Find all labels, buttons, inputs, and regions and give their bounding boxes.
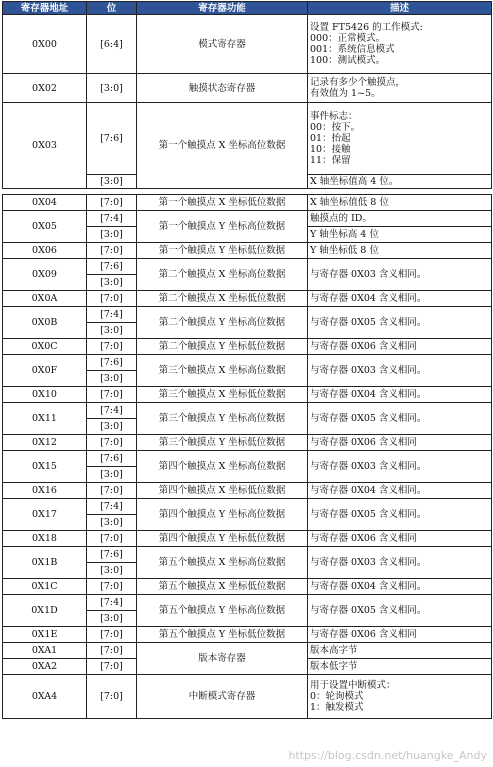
cell-bit: [3:0] (87, 419, 137, 435)
cell-bit: [7:0] (87, 291, 137, 307)
cell-function: 模式寄存器 (137, 15, 308, 74)
cell-bit: [3:0] (87, 175, 137, 189)
header-address: 寄存器地址 (3, 2, 87, 15)
cell-address: 0X04 (3, 195, 87, 211)
cell-address: 0X03 (3, 103, 87, 189)
cell-bit: [3:0] (87, 275, 137, 291)
cell-bit: [7:6] (87, 259, 137, 275)
cell-bit: [7:0] (87, 195, 137, 211)
register-table (2, 1, 492, 719)
cell-bit: [7:6] (87, 355, 137, 371)
table-row (3, 74, 492, 103)
table-header-row (3, 2, 492, 15)
table-row (3, 195, 492, 211)
cell-description: 与寄存器 0X04 含义相同。 (308, 387, 492, 403)
cell-function: 第四个触摸点 X 坐标高位数据 (137, 451, 308, 483)
cell-bit: [3:0] (87, 74, 137, 103)
cell-function: 第三个触摸点 X 坐标低位数据 (137, 387, 308, 403)
header-description: 描述 (308, 2, 492, 15)
cell-description: 与寄存器 0X03 含义相同。 (308, 259, 492, 291)
cell-bit: [7:4] (87, 403, 137, 419)
cell-address: 0X1C (3, 579, 87, 595)
cell-function: 第三个触摸点 X 坐标高位数据 (137, 355, 308, 387)
cell-address: 0X10 (3, 387, 87, 403)
cell-function: 触摸状态寄存器 (137, 74, 308, 103)
table-row (3, 451, 492, 467)
cell-description: Y 轴坐标高 4 位 (308, 227, 492, 243)
cell-bit: [7:0] (87, 339, 137, 355)
table-row (3, 211, 492, 227)
table-row (3, 403, 492, 419)
cell-bit: [7:6] (87, 451, 137, 467)
cell-description: 与寄存器 0X03 含义相同。 (308, 451, 492, 483)
cell-bit: [7:0] (87, 531, 137, 547)
cell-description: 版本低字节 (308, 659, 492, 675)
table-row (3, 643, 492, 659)
table-row (3, 15, 492, 74)
cell-address: 0X0A (3, 291, 87, 307)
table-row (3, 243, 492, 259)
cell-bit: [7:4] (87, 595, 137, 611)
cell-address: 0XA2 (3, 659, 87, 675)
cell-description: 与寄存器 0X03 含义相同。 (308, 355, 492, 387)
cell-address: 0X18 (3, 531, 87, 547)
cell-description: 与寄存器 0X04 含义相同。 (308, 483, 492, 499)
cell-function: 第四个触摸点 X 坐标低位数据 (137, 483, 308, 499)
cell-bit: [3:0] (87, 467, 137, 483)
cell-function: 第一个触摸点 Y 坐标低位数据 (137, 243, 308, 259)
table-row (3, 339, 492, 355)
cell-bit: [6:4] (87, 15, 137, 74)
table-row (3, 675, 492, 719)
cell-address: 0XA4 (3, 675, 87, 719)
cell-description: 用于设置中断模式： 0：轮询模式 1：触发模式 (308, 675, 492, 719)
table-row (3, 355, 492, 371)
cell-address: 0X1E (3, 627, 87, 643)
cell-address: 0X17 (3, 499, 87, 531)
cell-bit: [3:0] (87, 611, 137, 627)
table-row (3, 259, 492, 275)
cell-function: 中断模式寄存器 (137, 675, 308, 719)
table-row (3, 387, 492, 403)
register-table-container (2, 1, 491, 719)
cell-description: 与寄存器 0X06 含义相同 (308, 627, 492, 643)
cell-function: 第二个触摸点 Y 坐标低位数据 (137, 339, 308, 355)
cell-description: 与寄存器 0X05 含义相同。 (308, 307, 492, 339)
cell-bit: [3:0] (87, 515, 137, 531)
table-row (3, 103, 492, 175)
table-row (3, 499, 492, 515)
cell-bit: [7:0] (87, 627, 137, 643)
cell-address: 0X11 (3, 403, 87, 435)
cell-description: 与寄存器 0X05 含义相同。 (308, 499, 492, 531)
cell-bit: [3:0] (87, 563, 137, 579)
cell-function: 第五个触摸点 Y 坐标高位数据 (137, 595, 308, 627)
cell-bit: [7:0] (87, 643, 137, 659)
cell-description: 事件标志： 00：按下。 01：抬起 10：接触 11：保留 (308, 103, 492, 175)
cell-bit: [7:4] (87, 211, 137, 227)
cell-bit: [7:4] (87, 499, 137, 515)
cell-description: 版本高字节 (308, 643, 492, 659)
cell-address: 0X05 (3, 211, 87, 243)
cell-bit: [7:0] (87, 483, 137, 499)
cell-function: 第一个触摸点 X 坐标高位数据 (137, 103, 308, 189)
cell-function: 版本寄存器 (137, 643, 308, 675)
table-row (3, 627, 492, 643)
cell-address: 0X00 (3, 15, 87, 74)
table-row (3, 483, 492, 499)
cell-address: 0X09 (3, 259, 87, 291)
cell-description: 与寄存器 0X05 含义相同。 (308, 403, 492, 435)
cell-description: Y 轴坐标低 8 位 (308, 243, 492, 259)
table-row (3, 579, 492, 595)
cell-bit: [7:6] (87, 547, 137, 563)
cell-address: 0X0C (3, 339, 87, 355)
cell-function: 第二个触摸点 X 坐标低位数据 (137, 291, 308, 307)
cell-bit: [7:4] (87, 307, 137, 323)
cell-description: 记录有多少个触摸点， 有效值为 1~5。 (308, 74, 492, 103)
cell-function: 第五个触摸点 Y 坐标低位数据 (137, 627, 308, 643)
table-row (3, 547, 492, 563)
register-table-body (3, 15, 492, 719)
cell-function: 第二个触摸点 X 坐标高位数据 (137, 259, 308, 291)
cell-bit: [7:0] (87, 675, 137, 719)
cell-address: 0X1B (3, 547, 87, 579)
cell-bit: [7:0] (87, 387, 137, 403)
cell-description: 触摸点的 ID。 (308, 211, 492, 227)
cell-address: 0X06 (3, 243, 87, 259)
cell-bit: [3:0] (87, 227, 137, 243)
cell-description: 与寄存器 0X06 含义相同 (308, 339, 492, 355)
cell-address: 0XA1 (3, 643, 87, 659)
header-bit: 位 (87, 2, 137, 15)
cell-function: 第三个触摸点 Y 坐标高位数据 (137, 403, 308, 435)
cell-function: 第一个触摸点 X 坐标低位数据 (137, 195, 308, 211)
cell-description: 与寄存器 0X04 含义相同。 (308, 579, 492, 595)
cell-address: 0X1D (3, 595, 87, 627)
cell-function: 第四个触摸点 Y 坐标高位数据 (137, 499, 308, 531)
cell-bit: [7:0] (87, 435, 137, 451)
table-row (3, 291, 492, 307)
cell-bit: [7:0] (87, 659, 137, 675)
cell-address: 0X0B (3, 307, 87, 339)
cell-address: 0X0F (3, 355, 87, 387)
watermark-url: https://blog.csdn.net/huangke_Andy (288, 749, 487, 762)
cell-description: 与寄存器 0X03 含义相同。 (308, 547, 492, 579)
cell-function: 第五个触摸点 X 坐标低位数据 (137, 579, 308, 595)
cell-function: 第三个触摸点 Y 坐标低位数据 (137, 435, 308, 451)
cell-description: 与寄存器 0X04 含义相同。 (308, 291, 492, 307)
table-row (3, 435, 492, 451)
table-row (3, 307, 492, 323)
table-row (3, 595, 492, 611)
cell-address: 0X15 (3, 451, 87, 483)
cell-description: 与寄存器 0X06 含义相同 (308, 531, 492, 547)
cell-address: 0X02 (3, 74, 87, 103)
table-row (3, 531, 492, 547)
cell-bit: [3:0] (87, 371, 137, 387)
cell-function: 第二个触摸点 Y 坐标高位数据 (137, 307, 308, 339)
cell-description: X 轴坐标值高 4 位。 (308, 175, 492, 189)
header-function: 寄存器功能 (137, 2, 308, 15)
cell-description: 与寄存器 0X05 含义相同。 (308, 595, 492, 627)
cell-address: 0X16 (3, 483, 87, 499)
cell-bit: [7:6] (87, 103, 137, 175)
cell-function: 第一个触摸点 Y 坐标高位数据 (137, 211, 308, 243)
cell-description: 与寄存器 0X06 含义相同 (308, 435, 492, 451)
cell-function: 第五个触摸点 X 坐标高位数据 (137, 547, 308, 579)
cell-bit: [7:0] (87, 243, 137, 259)
cell-address: 0X12 (3, 435, 87, 451)
cell-function: 第四个触摸点 Y 坐标低位数据 (137, 531, 308, 547)
cell-bit: [3:0] (87, 323, 137, 339)
cell-description: 设置 FT5426 的工作模式: 000：正常模式。 001：系统信息模式 100：测试模式。 (308, 15, 492, 74)
cell-description: X 轴坐标值低 8 位 (308, 195, 492, 211)
cell-bit: [7:0] (87, 579, 137, 595)
